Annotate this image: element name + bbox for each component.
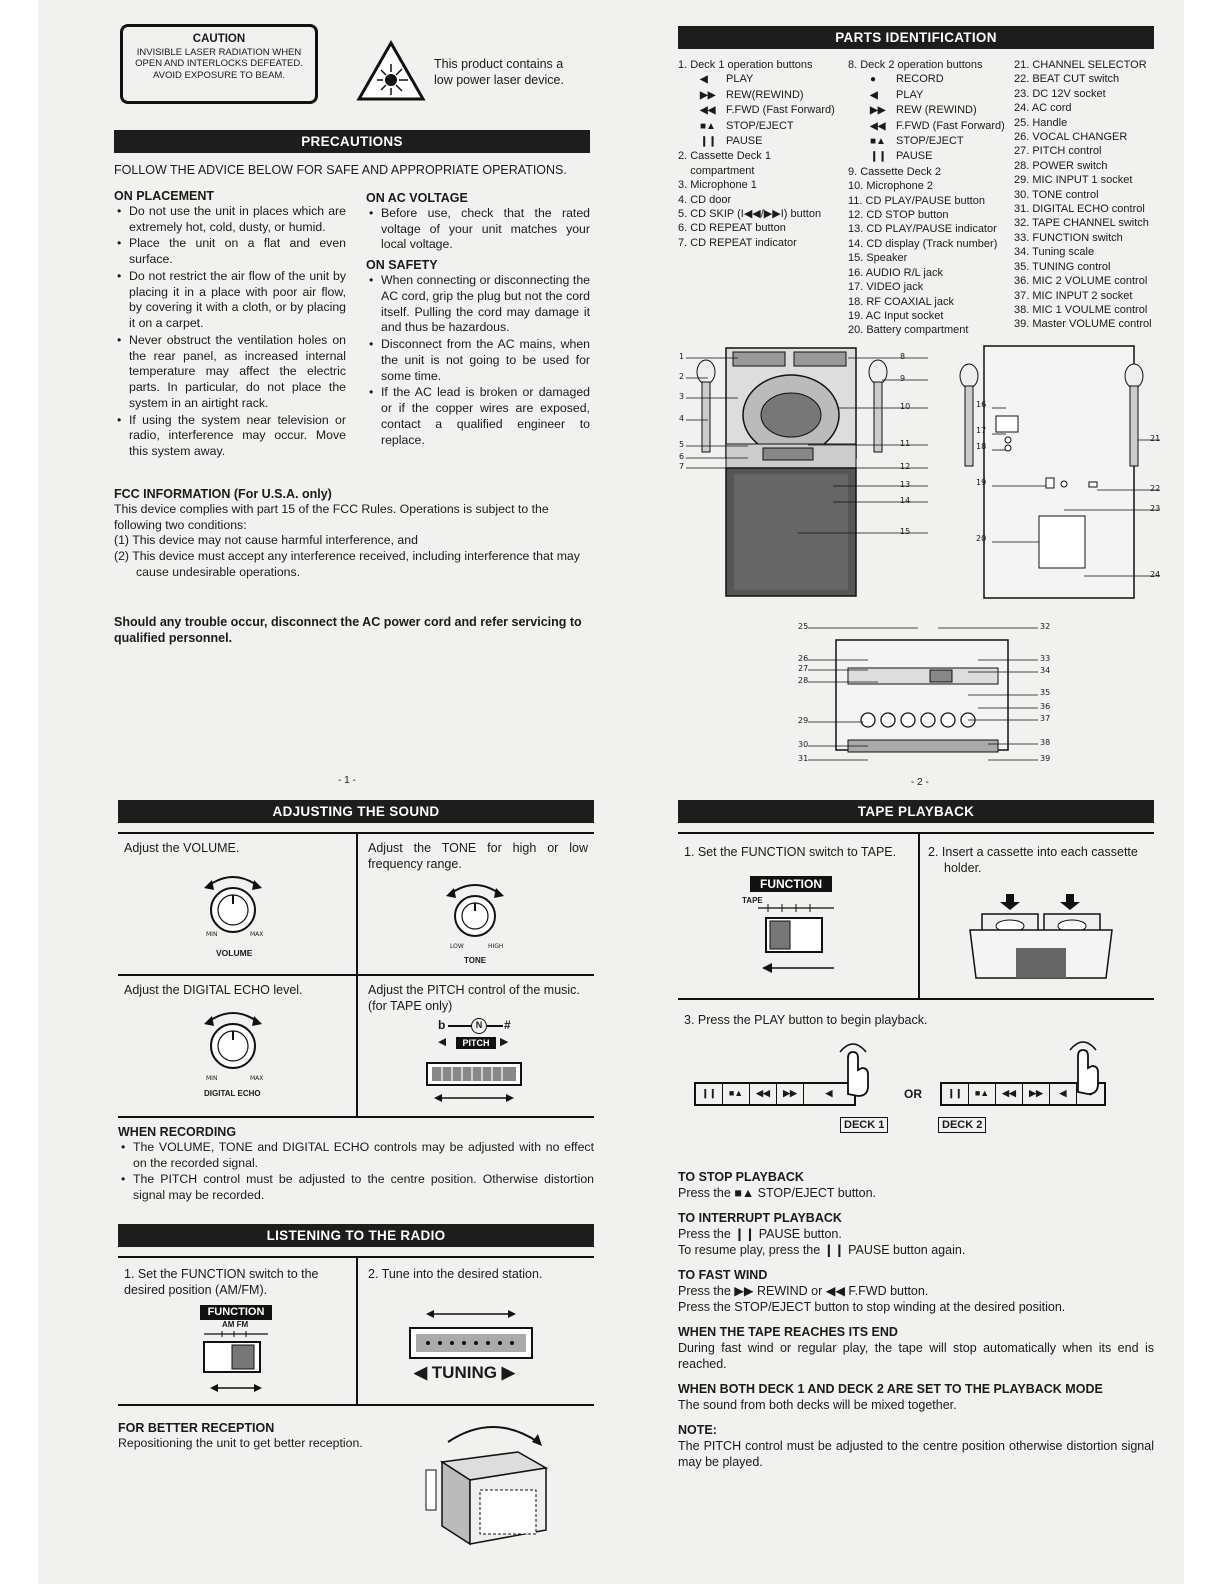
top-panel-callouts-right <box>1040 622 1054 772</box>
pitch-instruction: Adjust the PITCH control of the music. (for TAPE only) <box>368 983 580 1013</box>
parts-item-text: 7. CD REPEAT indicator <box>678 236 797 249</box>
parts-item-text: PAUSE <box>726 135 763 148</box>
pitch-label: PITCH <box>456 1037 496 1049</box>
parts-item-text: 17. VIDEO jack <box>848 281 924 294</box>
tape-step-2: 2. Insert a cassette into each cassette holder. <box>928 845 1138 875</box>
echo-instruction: Adjust the DIGITAL ECHO level. <box>124 983 303 997</box>
recording-section <box>118 1124 594 1205</box>
echo-knob-icon <box>198 1004 268 1080</box>
deck2-play-button[interactable]: ◀ <box>1050 1084 1077 1104</box>
parts-list-item <box>848 280 1018 294</box>
safety-item: • If the AC lead is broken or damaged or if the copper wires are exposed, contact a qualified engineer to replace. <box>366 385 590 448</box>
parts-item-text: 16. AUDIO R/L jack <box>848 266 943 279</box>
radio-amfm-label: AM FM <box>222 1320 249 1329</box>
parts-list-item <box>848 251 1018 265</box>
parts-list-item <box>678 164 848 178</box>
deck2-pause-button[interactable]: ❙❙ <box>942 1084 969 1104</box>
callout-number: 25 <box>798 622 809 631</box>
parts-list-item: 24. AC cord <box>1014 102 1072 115</box>
recording-item: • The VOLUME, TONE and DIGITAL ECHO controls may be adjusted with no effect on the recorded signal. <box>118 1140 594 1171</box>
parts-list-item: 34. Tuning scale <box>1014 246 1095 259</box>
callout-number: 29 <box>798 716 809 725</box>
better-reception <box>118 1420 408 1452</box>
side-view-callouts-right <box>1150 434 1162 584</box>
or-label: OR <box>904 1087 922 1101</box>
callout-number: 8 <box>900 352 906 361</box>
parts-list-item <box>678 149 848 163</box>
caution-line: AVOID EXPOSURE TO BEAM. <box>153 69 285 81</box>
callout-number: 31 <box>798 754 809 763</box>
top-panel-diagram <box>808 620 1051 770</box>
precautions-header: PRECAUTIONS <box>114 130 590 153</box>
callout-number: 4 <box>679 414 685 423</box>
parts-list-item <box>848 179 1018 193</box>
parts-item-text: 11. CD PLAY/PAUSE button <box>848 194 985 207</box>
callout-number: 26 <box>798 654 809 663</box>
parts-item-text: 13. CD PLAY/PAUSE indicator <box>848 223 997 236</box>
parts-list-item: 30. TONE control <box>1014 188 1099 201</box>
tape-instructions <box>678 1160 1154 1470</box>
deck2-rewind-button[interactable]: ▶▶ <box>1023 1084 1050 1104</box>
parts-list-item: 21. CHANNEL SELECTOR <box>1014 59 1147 71</box>
tape-function-label: FUNCTION <box>750 876 832 892</box>
tape-section-title: TO FAST WIND <box>678 1268 768 1282</box>
callout-number: 19 <box>976 478 987 487</box>
parts-list-item: 35. TUNING control <box>1014 260 1111 273</box>
parts-item-text: F.FWD (Fast Forward) <box>896 119 1005 132</box>
parts-item-text: compartment <box>678 164 755 177</box>
button-symbol-icon: ◀ <box>870 89 878 101</box>
parts-item-text: RECORD <box>896 73 944 86</box>
callout-number: 1 <box>679 352 685 361</box>
laser-warning-icon <box>356 40 426 102</box>
button-symbol-icon: ● <box>870 74 877 86</box>
tone-high: HIGH <box>488 943 504 950</box>
parts-list-item: 27. PITCH control <box>1014 145 1102 158</box>
parts-list-item <box>678 88 848 103</box>
voltage-safety-section <box>366 186 590 449</box>
pitch-flat: b <box>438 1018 446 1032</box>
parts-list-item: 38. MIC 1 VOULME control <box>1014 303 1148 316</box>
tape-step-1: 1. Set the FUNCTION switch to TAPE. <box>684 845 897 859</box>
parts-list-item <box>848 222 1018 236</box>
placement-item: • If using the system near television or radio, interference may occur. Move this system away. <box>114 413 346 460</box>
fcc-title: FCC INFORMATION (For U.S.A. only) <box>114 487 332 501</box>
radio-step-1: 1. Set the FUNCTION switch to the desired position (AM/FM). <box>124 1267 319 1297</box>
callout-number: 13 <box>900 480 911 489</box>
deck1-play-button[interactable]: ◀ <box>825 1088 833 1098</box>
side-view-callouts-left <box>976 400 988 550</box>
caution-line: OPEN AND INTERLOCKS DEFEATED. <box>135 58 303 70</box>
deck2-label: DECK 2 <box>938 1117 986 1133</box>
placement-section <box>114 184 346 461</box>
button-symbol-icon: ◀ <box>700 74 708 86</box>
parts-list-item <box>678 103 848 118</box>
callout-number: 11 <box>900 439 911 448</box>
laser-note: This product contains a low power laser device. <box>434 57 564 87</box>
parts-list-item <box>848 165 1018 179</box>
fcc-item: (2) This device must accept any interference received, including interference that may cause undesirable operations. <box>114 549 580 579</box>
deck1-ffwd-button[interactable]: ◀◀ <box>750 1084 777 1104</box>
front-view-diagram <box>678 340 938 605</box>
fcc-text: This device complies with part 15 of the FCC Rules. Operations is subject to the following two conditions: <box>114 502 549 532</box>
deck2-ffwd-button[interactable]: ◀◀ <box>996 1084 1023 1104</box>
radio-header: LISTENING TO THE RADIO <box>118 1224 594 1247</box>
tuning-dial-icon[interactable] <box>406 1300 536 1360</box>
button-symbol-icon: ■▲ <box>700 120 716 132</box>
tape-section-text: Press the ❙❙ PAUSE button. <box>678 1227 842 1241</box>
parts-item-text: 4. CD door <box>678 193 732 206</box>
tape-section-title: NOTE: <box>678 1423 717 1437</box>
tape-header: TAPE PLAYBACK <box>678 800 1154 823</box>
callout-number: 18 <box>976 442 987 451</box>
top-panel-callouts-left <box>798 622 810 772</box>
callout-number: 28 <box>798 676 809 685</box>
tape-section-text: The PITCH control must be adjusted to the centre position otherwise distortion signal may be played. <box>678 1439 1154 1469</box>
tape-function-switch-icon[interactable] <box>754 898 844 978</box>
parts-list-item <box>848 134 1018 149</box>
pitch-center-mark: N <box>471 1018 487 1034</box>
pitch-sharp: # <box>504 1018 511 1032</box>
deck2-stop-eject-button[interactable]: ■▲ <box>969 1084 996 1104</box>
volume-instruction: Adjust the VOLUME. <box>124 841 240 855</box>
tape-section-text: The sound from both decks will be mixed together. <box>678 1398 957 1412</box>
parts-list-item <box>848 58 1018 72</box>
callout-number: 30 <box>798 740 809 749</box>
callout-number: 10 <box>900 402 911 411</box>
deck1-label: DECK 1 <box>840 1117 888 1133</box>
cassette-insert-icon <box>966 890 1116 982</box>
parts-item-text: 14. CD display (Track number) <box>848 237 998 250</box>
finger-press-icon <box>1064 1036 1104 1096</box>
parts-list-item <box>848 88 1018 103</box>
pitch-slider-icon <box>426 1062 522 1108</box>
callout-number: 16 <box>976 400 987 409</box>
safety-item: • Disconnect from the AC mains, when the unit is not going to be used for some time. <box>366 337 590 384</box>
parts-item-text: 12. CD STOP button <box>848 209 949 222</box>
parts-list-item <box>848 194 1018 208</box>
parts-list-item <box>678 119 848 134</box>
parts-item-text: REW (REWIND) <box>896 104 977 117</box>
callout-number: 35 <box>1040 688 1051 697</box>
placement-item: • Never obstruct the ventilation holes on the rear panel, as increased internal temperature may affect the electric parts. In particular, do not place the system in an airtight rack. <box>114 333 346 412</box>
side-view-diagram <box>934 340 1164 605</box>
parts-list-item: 26. VOCAL CHANGER <box>1014 131 1128 144</box>
radio-function-label: FUNCTION <box>200 1305 272 1320</box>
parts-list-item: 33. FUNCTION switch <box>1014 231 1123 244</box>
parts-item-text: 20. Battery compartment <box>848 324 969 337</box>
callout-number: 33 <box>1040 654 1051 663</box>
parts-list-item <box>678 207 848 221</box>
callout-number: 7 <box>679 462 685 471</box>
button-symbol-icon: ▶▶ <box>870 105 886 117</box>
callout-number: 39 <box>1040 754 1051 763</box>
parts-list-item <box>678 58 848 72</box>
tone-label: TONE <box>464 956 487 965</box>
parts-item-text: 2. Cassette Deck 1 <box>678 150 771 163</box>
parts-list-item <box>678 193 848 207</box>
tuning-label-text: TUNING <box>431 1363 497 1382</box>
parts-column-2 <box>848 58 1018 338</box>
tape-section-text: Press the STOP/EJECT button to stop winding at the desired position. <box>678 1300 1066 1314</box>
fcc-item: (1) This device may not cause harmful interference, and <box>114 533 418 548</box>
sound-header: ADJUSTING THE SOUND <box>118 800 594 823</box>
parts-list-item <box>848 208 1018 222</box>
parts-item-text: F.FWD (Fast Forward) <box>726 104 835 117</box>
parts-list-item <box>678 178 848 192</box>
caution-line: INVISIBLE LASER RADIATION WHEN <box>136 46 302 58</box>
tape-label: TAPE <box>742 896 763 905</box>
recording-item: • The PITCH control must be adjusted to the centre position. Otherwise distortion signal may be recorded. <box>118 1172 594 1203</box>
parts-item-text: 1. Deck 1 operation buttons <box>678 59 813 71</box>
parts-list-item <box>848 266 1018 280</box>
parts-list-item: 39. Master VOLUME control <box>1014 318 1152 331</box>
parts-column-3 <box>1014 58 1162 332</box>
callout-number: 6 <box>679 452 685 461</box>
parts-header: PARTS IDENTIFICATION <box>678 26 1154 49</box>
parts-item-text: PLAY <box>726 73 754 86</box>
button-symbol-icon: ◀◀ <box>700 105 716 117</box>
page-number-2: - 2 - <box>911 777 929 788</box>
parts-item-text: 9. Cassette Deck 2 <box>848 165 941 178</box>
pitch-left-arrow-icon: ◀ <box>438 1036 447 1048</box>
button-symbol-icon: ❙❙ <box>700 136 717 148</box>
parts-list-item <box>848 72 1018 87</box>
button-symbol-icon: ❙❙ <box>870 151 887 163</box>
caution-title: CAUTION <box>192 33 246 45</box>
parts-list-item: 32. TAPE CHANNEL switch <box>1014 217 1149 230</box>
deck1-rewind-button[interactable]: ▶▶ <box>777 1084 804 1104</box>
parts-item-text: 18. RF COAXIAL jack <box>848 295 954 308</box>
button-symbol-icon: ◀◀ <box>870 120 886 132</box>
callout-number: 12 <box>900 462 911 471</box>
parts-column-1 <box>678 58 848 250</box>
callout-number: 36 <box>1040 702 1051 711</box>
parts-item-text: STOP/EJECT <box>726 119 794 132</box>
placement-item: • Do not use the unit in places which are extremely hot, cold, dusty, or humid. <box>114 204 346 235</box>
parts-item-text: PLAY <box>896 88 924 101</box>
tape-section-title: WHEN BOTH DECK 1 AND DECK 2 ARE SET TO THE PLAYBACK MODE <box>678 1382 1103 1396</box>
callout-number: 9 <box>900 374 906 383</box>
echo-min: MIN <box>206 1075 218 1082</box>
radio-step-2: 2. Tune into the desired station. <box>368 1267 543 1281</box>
callout-number: 17 <box>976 426 987 435</box>
finger-press-icon <box>834 1038 874 1098</box>
parts-item-text: STOP/EJECT <box>896 135 964 148</box>
volume-min: MIN <box>206 931 218 938</box>
tape-section-title: TO INTERRUPT PLAYBACK <box>678 1211 842 1225</box>
manual-page <box>38 0 1184 1584</box>
parts-item-text: 3. Microphone 1 <box>678 179 757 192</box>
parts-item-text: 10. Microphone 2 <box>848 180 933 193</box>
callout-number: 15 <box>900 527 911 536</box>
parts-list-item: 31. DIGITAL ECHO control <box>1014 203 1145 216</box>
callout-number: 24 <box>1150 570 1161 579</box>
parts-list-item <box>848 149 1018 164</box>
parts-list-item <box>678 221 848 235</box>
parts-list-item <box>848 103 1018 118</box>
front-view-callouts-left <box>679 352 689 477</box>
parts-list-item <box>678 134 848 149</box>
voltage-item: • Before use, check that the rated voltage of your unit matches your local voltage. <box>366 206 590 253</box>
pitch-right-arrow-icon: ▶ <box>500 1036 509 1048</box>
parts-item-text: 5. CD SKIP (I◀◀/▶▶I) button <box>678 208 822 221</box>
parts-list-item <box>678 72 848 87</box>
deck1-stop-eject-button[interactable]: ■▲ <box>723 1084 750 1104</box>
tape-section-text: During fast wind or regular play, the tape will stop automatically when its end is reached. <box>678 1341 1154 1371</box>
tape-section-text: Press the ■▲ STOP/EJECT button. <box>678 1186 877 1200</box>
callout-number: 22 <box>1150 484 1161 493</box>
parts-item-text: PAUSE <box>896 150 933 163</box>
callout-number: 5 <box>679 440 685 449</box>
parts-list-item <box>848 237 1018 251</box>
deck1-pause-button[interactable]: ❙❙ <box>696 1084 723 1104</box>
parts-list-item <box>848 119 1018 134</box>
parts-list-item <box>848 323 1018 337</box>
callout-number: 14 <box>900 496 911 505</box>
parts-list-item <box>848 309 1018 323</box>
callout-number: 32 <box>1040 622 1051 631</box>
volume-max: MAX <box>250 931 264 938</box>
parts-list-item <box>848 295 1018 309</box>
callout-number: 34 <box>1040 666 1051 675</box>
echo-label: DIGITAL ECHO <box>204 1089 261 1098</box>
parts-item-text: REW(REWIND) <box>726 88 804 101</box>
page-number-1: - 1 - <box>338 775 356 786</box>
precautions-intro: FOLLOW THE ADVICE BELOW FOR SAFE AND APPROPRIATE OPERATIONS. <box>114 163 567 177</box>
placement-item: • Do not restrict the air flow of the unit by placing it in a place with poor air flow, by covering it with a cloth, or by placing it on a carpet. <box>114 269 346 332</box>
tape-section-title: WHEN THE TAPE REACHES ITS END <box>678 1325 898 1339</box>
better-reception-title: FOR BETTER RECEPTION <box>118 1421 275 1435</box>
placement-title: ON PLACEMENT <box>114 189 214 203</box>
callout-number: 3 <box>679 392 685 401</box>
tone-instruction: Adjust the TONE for high or low frequency range. <box>368 841 588 871</box>
parts-list-item: 29. MIC INPUT 1 socket <box>1014 174 1133 187</box>
placement-item: • Place the unit on a flat and even surface. <box>114 236 346 267</box>
parts-item-text: 6. CD REPEAT button <box>678 222 786 235</box>
button-symbol-icon: ■▲ <box>870 136 886 148</box>
tape-section-title: TO STOP PLAYBACK <box>678 1170 804 1184</box>
parts-list-item: 22. BEAT CUT switch <box>1014 73 1120 86</box>
parts-item-text: 8. Deck 2 operation buttons <box>848 59 983 71</box>
safety-item: • When connecting or disconnecting the AC cord, grip the plug but not the cord itself. Pulling the cord may damage it and thus be hazardous. <box>366 273 590 336</box>
radio-function-switch-icon[interactable] <box>200 1330 272 1396</box>
deck1-buttons <box>694 1082 856 1106</box>
button-symbol-icon: ▶▶ <box>700 89 716 101</box>
parts-item-text: 19. AC Input socket <box>848 309 944 322</box>
tape-step-3: 3. Press the PLAY button to begin playback. <box>684 1013 928 1027</box>
tape-section-text: To resume play, press the ❙❙ PAUSE button again. <box>678 1243 966 1257</box>
tuning-label: ◀ TUNING ▶ <box>414 1363 515 1382</box>
safety-title: ON SAFETY <box>366 258 438 273</box>
voltage-title: ON AC VOLTAGE <box>366 191 468 205</box>
parts-item-text: 15. Speaker <box>848 252 908 265</box>
unit-rotation-icon <box>418 1412 568 1552</box>
callout-number: 38 <box>1040 738 1051 747</box>
tape-section-text: Press the ▶▶ REWIND or ◀◀ F.FWD button. <box>678 1284 929 1298</box>
volume-label: VOLUME <box>216 948 253 958</box>
parts-list-item: 23. DC 12V socket <box>1014 87 1106 100</box>
recording-title: WHEN RECORDING <box>118 1125 237 1139</box>
callout-number: 21 <box>1150 434 1161 443</box>
parts-list-item <box>678 236 848 250</box>
callout-number: 2 <box>679 372 685 381</box>
better-reception-text: Repositioning the unit to get better reception. <box>118 1436 363 1450</box>
parts-list-item: 25. Handle <box>1014 116 1068 129</box>
parts-list-item: 37. MIC INPUT 2 socket <box>1014 289 1133 302</box>
front-view-callouts-right <box>900 352 922 542</box>
callout-number: 23 <box>1150 504 1161 513</box>
tone-low: LOW <box>450 943 464 950</box>
tone-knob-icon <box>440 876 510 952</box>
parts-list-item: 28. POWER switch <box>1014 159 1108 172</box>
echo-max: MAX <box>250 1075 264 1082</box>
callout-number: 20 <box>976 534 987 543</box>
callout-number: 27 <box>798 664 809 673</box>
parts-list-item: 36. MIC 2 VOLUME control <box>1014 275 1148 288</box>
callout-number: 37 <box>1040 714 1051 723</box>
trouble-note: Should any trouble occur, disconnect the AC power cord and refer servicing to qualified personnel. <box>114 615 582 645</box>
fcc-section <box>114 482 590 581</box>
caution-box <box>120 24 318 104</box>
